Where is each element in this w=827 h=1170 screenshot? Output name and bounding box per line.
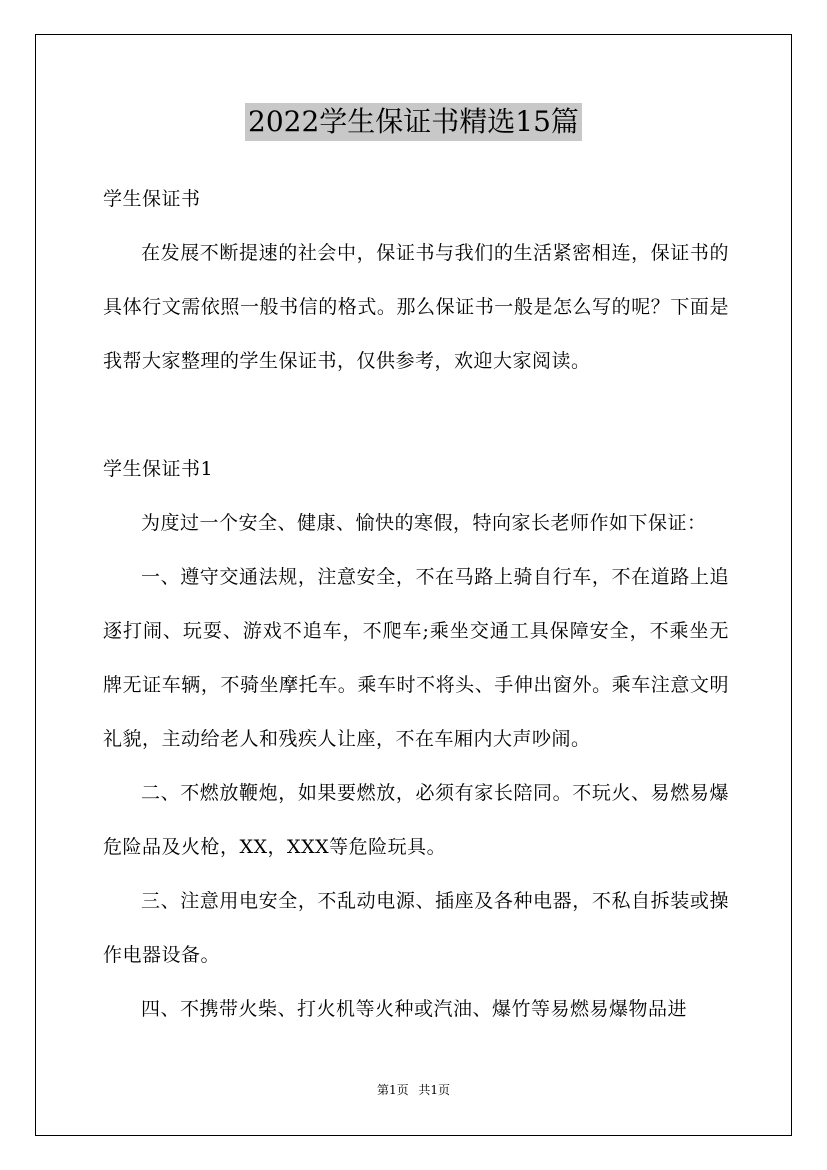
section-heading-1: 学生保证书1 (103, 458, 214, 480)
blank-line (103, 388, 729, 442)
intro-paragraph: 在发展不断提速的社会中，保证书与我们的生活紧密相连，保证书的具体行文需依照一般书信的格式。那么保证书一般是怎么写的呢？下面是我帮大家整理的学生保证书，仅供参考，欢迎大家阅读。 (103, 242, 729, 372)
page-number: 第1页 (376, 1083, 409, 1097)
body-paragraph: 二、不燃放鞭炮，如果要燃放，必须有家长陪同。不玩火、易燃易爆危险品及火枪，XX，XXX等危险玩具。 (103, 782, 729, 858)
body-paragraph: 三、注意用电安全，不乱动电源、插座及各种电器，不私自拆装或操作电器设备。 (103, 890, 729, 966)
body-paragraph: 四、不携带火柴、打火机等火种或汽油、爆竹等易燃易爆物品进 (141, 998, 688, 1020)
title-container (0, 103, 827, 141)
page-footer (0, 1082, 827, 1098)
body-paragraph: 一、遵守交通法规，注意安全，不在马路上骑自行车，不在道路上追逐打闹、玩耍、游戏不追车，不爬车;乘坐交通工具保障安全，不乘坐无牌无证车辆，不骑坐摩托车。乘车时不将头、手伸出窗外。乘车注意文明礼貌，主动给老人和残疾人让座，不在车厢内大声吵闹。 (103, 566, 729, 750)
document-body (103, 172, 729, 1036)
body-paragraph: 为度过一个安全、健康、愉快的寒假，特向家长老师作如下保证： (141, 512, 707, 534)
document-title: 2022学生保证书精选15篇 (245, 103, 582, 141)
section-heading: 学生保证书 (103, 188, 201, 210)
page-total: 共1页 (418, 1083, 451, 1097)
